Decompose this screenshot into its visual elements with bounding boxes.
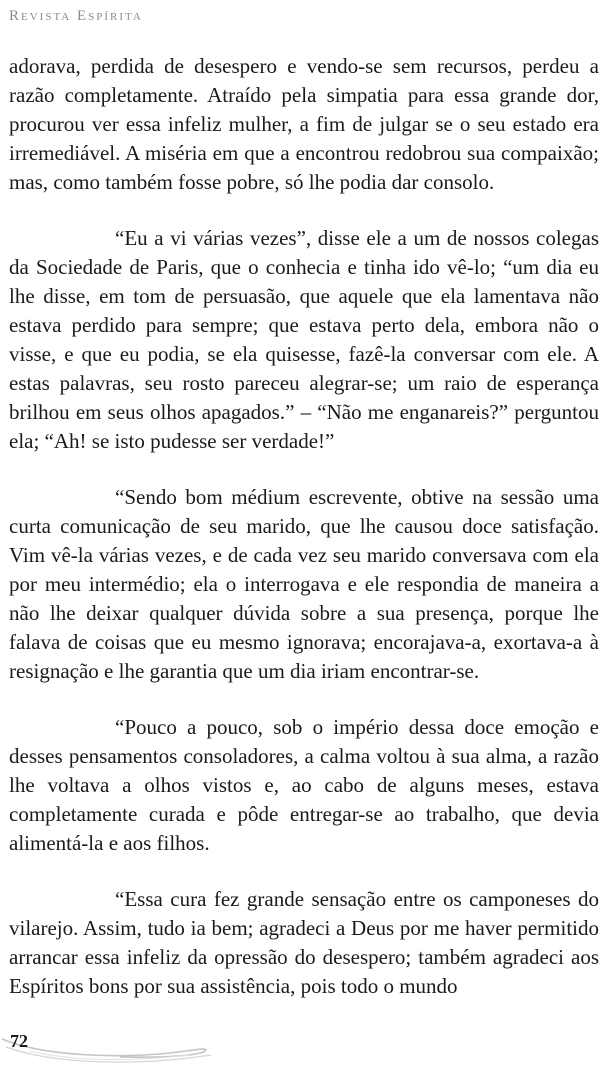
paragraph-recovery: “Pouco a pouco, sob o império dessa doce emoção e desses pensamentos consoladores, a calma voltou à sua alma, a razão lhe voltava a olhos vistos e, ao cabo de alguns meses, estava completamente curada e pôde entregar-se ao trabalho, que devia alimentá-la e aos filhos. — [9, 715, 599, 855]
paragraph-medium-session: “Sendo bom médium escrevente, obtive na sessão uma curta comunicação de seu marido, que lhe causou doce satisfação. Vim vê-la várias vezes, e de cada vez seu marido conversava com ela por meu intermédio; ela o interrogava e ele respondia de maneira a não lhe deixar qualquer dúvida sobre a sua presença, porque lhe falava de coisas que eu mesmo ignorava; encorajava-a, exortava-a à resignação e lhe garantia que um dia iriam encontrar-se. — [9, 485, 599, 683]
paragraph-continuation: adorava, perdida de desespero e vendo-se sem recursos, perdeu a razão completamente. Atraído pela simpatia para essa grande dor, procurou ver essa infeliz mulher, a fim de julgar se o seu estado era irremediável. A miséria em que a encontrou redobrou sua compaixão; mas, como também fosse pobre, só lhe podia dar consolo. — [9, 54, 599, 194]
paragraph-quote-visits: “Eu a vi várias vezes”, disse ele a um de nossos colegas da Sociedade de Paris, que o conhecia e tinha ido vê-lo; “um dia eu lhe disse, em tom de persuasão, que aquele que ela lamentava não estava perdido para sempre; que estava perto dela, embora não o visse, e que eu podia, se ela quisesse, fazê-la conversar com ele. A estas palavras, seu rosto pareceu alegrar-se; um raio de esperança brilhou em seus olhos apagados.” – “Não me enganareis?” perguntou ela; “Ah! se isto pudesse ser verdade!” — [9, 226, 599, 453]
page-footer — [0, 1025, 607, 1067]
page-body — [9, 52, 599, 1028]
page-number: 72 — [10, 1031, 28, 1051]
running-header: Revista Espírita — [9, 8, 143, 24]
footer-swirl-ornament-icon — [0, 1025, 230, 1067]
paragraph-village-cure: “Essa cura fez grande sensação entre os camponeses do vilarejo. Assim, tudo ia bem; agradeci a Deus por me haver permitido arrancar essa infeliz da opressão do desespero; também agradeci aos Espíritos bons por sua assistência, pois todo o mundo — [9, 887, 599, 998]
